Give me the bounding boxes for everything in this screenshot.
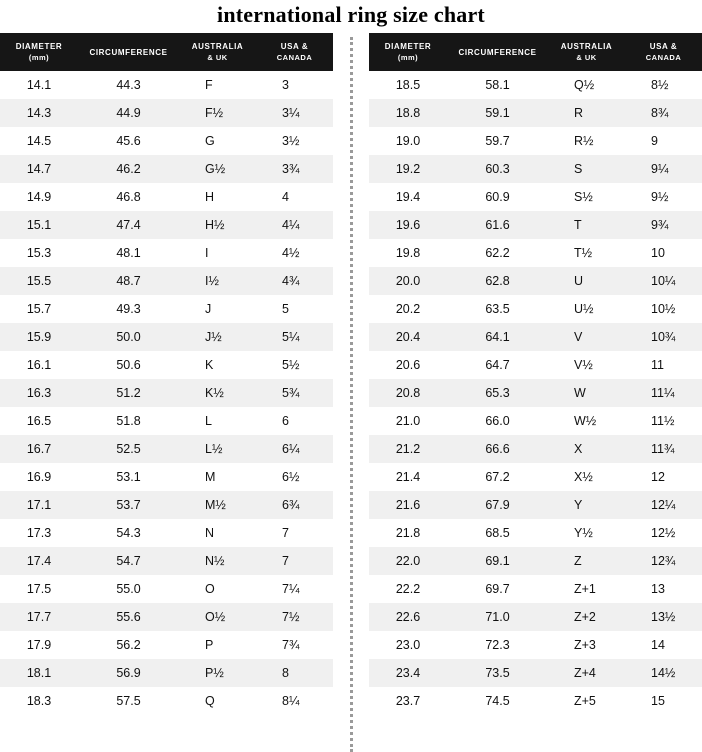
table-row bbox=[369, 575, 702, 603]
cell-diameter: 15.9 bbox=[0, 323, 78, 351]
table-row bbox=[0, 127, 333, 155]
cell-circumference: 66.6 bbox=[447, 435, 548, 463]
cell-australia-uk: R½ bbox=[548, 127, 625, 155]
cell-circumference: 62.2 bbox=[447, 239, 548, 267]
cell-usa-canada: 9 bbox=[625, 127, 702, 155]
cell-circumference: 51.2 bbox=[78, 379, 179, 407]
cell-usa-canada: 6 bbox=[256, 407, 333, 435]
table-row bbox=[0, 183, 333, 211]
cell-circumference: 54.7 bbox=[78, 547, 179, 575]
cell-australia-uk: K bbox=[179, 351, 256, 379]
cell-diameter: 22.2 bbox=[369, 575, 447, 603]
table-row bbox=[0, 519, 333, 547]
table-row bbox=[0, 407, 333, 435]
cell-australia-uk: Y bbox=[548, 491, 625, 519]
table-row bbox=[0, 155, 333, 183]
cell-circumference: 60.9 bbox=[447, 183, 548, 211]
cell-usa-canada: 8¼ bbox=[256, 687, 333, 715]
cell-circumference: 46.2 bbox=[78, 155, 179, 183]
cell-diameter: 16.3 bbox=[0, 379, 78, 407]
cell-circumference: 64.1 bbox=[447, 323, 548, 351]
cell-circumference: 58.1 bbox=[447, 71, 548, 99]
cell-circumference: 50.6 bbox=[78, 351, 179, 379]
cell-circumference: 55.6 bbox=[78, 603, 179, 631]
cell-usa-canada: 3 bbox=[256, 71, 333, 99]
cell-diameter: 20.8 bbox=[369, 379, 447, 407]
cell-australia-uk: G bbox=[179, 127, 256, 155]
cell-diameter: 23.0 bbox=[369, 631, 447, 659]
cell-usa-canada: 14 bbox=[625, 631, 702, 659]
cell-diameter: 18.8 bbox=[369, 99, 447, 127]
header-circumference bbox=[447, 33, 548, 71]
table-row bbox=[369, 155, 702, 183]
header-australia-uk bbox=[179, 33, 256, 71]
cell-diameter: 18.1 bbox=[0, 659, 78, 687]
table-row bbox=[0, 631, 333, 659]
cell-usa-canada: 3½ bbox=[256, 127, 333, 155]
table-row bbox=[0, 99, 333, 127]
cell-australia-uk: P½ bbox=[179, 659, 256, 687]
cell-australia-uk: U½ bbox=[548, 295, 625, 323]
cell-circumference: 52.5 bbox=[78, 435, 179, 463]
cell-diameter: 23.4 bbox=[369, 659, 447, 687]
cell-usa-canada: 10¼ bbox=[625, 267, 702, 295]
cell-australia-uk: O bbox=[179, 575, 256, 603]
cell-circumference: 63.5 bbox=[447, 295, 548, 323]
cell-australia-uk: Y½ bbox=[548, 519, 625, 547]
header-circumference bbox=[78, 33, 179, 71]
table-row bbox=[369, 631, 702, 659]
cell-circumference: 62.8 bbox=[447, 267, 548, 295]
cell-australia-uk: Q½ bbox=[548, 71, 625, 99]
cell-usa-canada: 11¾ bbox=[625, 435, 702, 463]
table-row bbox=[369, 463, 702, 491]
cell-circumference: 44.3 bbox=[78, 71, 179, 99]
header-usa-line2: CANADA bbox=[276, 53, 313, 62]
table-row bbox=[0, 463, 333, 491]
cell-circumference: 51.8 bbox=[78, 407, 179, 435]
table-row bbox=[0, 295, 333, 323]
cell-australia-uk: W bbox=[548, 379, 625, 407]
right-table-body bbox=[369, 71, 702, 715]
table-row bbox=[369, 659, 702, 687]
cell-usa-canada: 7 bbox=[256, 547, 333, 575]
cell-circumference: 48.7 bbox=[78, 267, 179, 295]
right-table-head bbox=[369, 33, 702, 71]
table-row bbox=[0, 323, 333, 351]
column-divider bbox=[333, 33, 369, 752]
table-row bbox=[369, 239, 702, 267]
table-row bbox=[369, 435, 702, 463]
cell-australia-uk: J½ bbox=[179, 323, 256, 351]
header-usa-canada bbox=[625, 33, 702, 71]
table-row bbox=[369, 183, 702, 211]
header-australia-line2: & UK bbox=[576, 53, 597, 62]
table-row bbox=[369, 407, 702, 435]
cell-diameter: 18.5 bbox=[369, 71, 447, 99]
header-circumference-line1: CIRCUMFERENCE bbox=[458, 47, 537, 57]
header-diameter bbox=[369, 33, 447, 71]
header-usa-line2: CANADA bbox=[645, 53, 682, 62]
cell-circumference: 44.9 bbox=[78, 99, 179, 127]
cell-usa-canada: 4¼ bbox=[256, 211, 333, 239]
cell-diameter: 19.0 bbox=[369, 127, 447, 155]
cell-diameter: 16.9 bbox=[0, 463, 78, 491]
cell-diameter: 15.5 bbox=[0, 267, 78, 295]
cell-diameter: 14.5 bbox=[0, 127, 78, 155]
cell-usa-canada: 13½ bbox=[625, 603, 702, 631]
right-size-table bbox=[369, 33, 702, 715]
cell-usa-canada: 4 bbox=[256, 183, 333, 211]
header-usa-canada bbox=[256, 33, 333, 71]
table-row bbox=[369, 323, 702, 351]
cell-circumference: 59.7 bbox=[447, 127, 548, 155]
cell-diameter: 22.0 bbox=[369, 547, 447, 575]
cell-usa-canada: 6¾ bbox=[256, 491, 333, 519]
cell-australia-uk: T½ bbox=[548, 239, 625, 267]
cell-diameter: 22.6 bbox=[369, 603, 447, 631]
table-row bbox=[0, 435, 333, 463]
cell-circumference: 73.5 bbox=[447, 659, 548, 687]
cell-circumference: 48.1 bbox=[78, 239, 179, 267]
header-diameter-line2: (mm) bbox=[397, 53, 419, 62]
cell-diameter: 19.2 bbox=[369, 155, 447, 183]
cell-usa-canada: 8¾ bbox=[625, 99, 702, 127]
left-table-wrap bbox=[0, 33, 333, 715]
cell-australia-uk: L½ bbox=[179, 435, 256, 463]
cell-diameter: 21.8 bbox=[369, 519, 447, 547]
cell-australia-uk: M bbox=[179, 463, 256, 491]
cell-circumference: 59.1 bbox=[447, 99, 548, 127]
cell-usa-canada: 12¼ bbox=[625, 491, 702, 519]
table-row bbox=[369, 491, 702, 519]
cell-usa-canada: 7 bbox=[256, 519, 333, 547]
cell-australia-uk: T bbox=[548, 211, 625, 239]
table-row bbox=[0, 71, 333, 99]
cell-diameter: 14.7 bbox=[0, 155, 78, 183]
table-row bbox=[369, 99, 702, 127]
cell-usa-canada: 15 bbox=[625, 687, 702, 715]
cell-diameter: 15.1 bbox=[0, 211, 78, 239]
table-row bbox=[0, 491, 333, 519]
cell-diameter: 17.3 bbox=[0, 519, 78, 547]
cell-usa-canada: 8½ bbox=[625, 71, 702, 99]
cell-usa-canada: 12½ bbox=[625, 519, 702, 547]
left-header-row bbox=[0, 33, 333, 71]
cell-usa-canada: 13 bbox=[625, 575, 702, 603]
cell-australia-uk: Z+1 bbox=[548, 575, 625, 603]
cell-usa-canada: 7¼ bbox=[256, 575, 333, 603]
table-row bbox=[369, 71, 702, 99]
header-usa-line1: USA & bbox=[280, 42, 309, 51]
cell-circumference: 53.7 bbox=[78, 491, 179, 519]
cell-australia-uk: X bbox=[548, 435, 625, 463]
cell-usa-canada: 5¼ bbox=[256, 323, 333, 351]
cell-circumference: 67.2 bbox=[447, 463, 548, 491]
cell-australia-uk: Q bbox=[179, 687, 256, 715]
table-row bbox=[0, 575, 333, 603]
cell-diameter: 17.5 bbox=[0, 575, 78, 603]
table-row bbox=[369, 379, 702, 407]
cell-circumference: 71.0 bbox=[447, 603, 548, 631]
header-circumference-line1: CIRCUMFERENCE bbox=[89, 47, 168, 57]
cell-australia-uk: J bbox=[179, 295, 256, 323]
cell-australia-uk: W½ bbox=[548, 407, 625, 435]
table-row bbox=[0, 351, 333, 379]
cell-diameter: 20.6 bbox=[369, 351, 447, 379]
cell-circumference: 65.3 bbox=[447, 379, 548, 407]
header-australia-uk bbox=[548, 33, 625, 71]
table-row bbox=[0, 659, 333, 687]
left-table-head bbox=[0, 33, 333, 71]
cell-australia-uk: F bbox=[179, 71, 256, 99]
cell-australia-uk: I½ bbox=[179, 267, 256, 295]
cell-usa-canada: 4½ bbox=[256, 239, 333, 267]
cell-usa-canada: 9¾ bbox=[625, 211, 702, 239]
table-row bbox=[0, 547, 333, 575]
cell-diameter: 15.3 bbox=[0, 239, 78, 267]
cell-circumference: 66.0 bbox=[447, 407, 548, 435]
header-australia-line1: AUSTRALIA bbox=[560, 42, 613, 51]
cell-australia-uk: F½ bbox=[179, 99, 256, 127]
cell-usa-canada: 6½ bbox=[256, 463, 333, 491]
header-diameter-line2: (mm) bbox=[28, 53, 50, 62]
cell-circumference: 74.5 bbox=[447, 687, 548, 715]
cell-usa-canada: 12 bbox=[625, 463, 702, 491]
table-row bbox=[0, 379, 333, 407]
divider-dotted-line bbox=[350, 37, 353, 752]
cell-usa-canada: 9½ bbox=[625, 183, 702, 211]
cell-diameter: 15.7 bbox=[0, 295, 78, 323]
table-row bbox=[369, 519, 702, 547]
cell-circumference: 54.3 bbox=[78, 519, 179, 547]
cell-circumference: 72.3 bbox=[447, 631, 548, 659]
cell-diameter: 20.0 bbox=[369, 267, 447, 295]
right-table-wrap bbox=[369, 33, 702, 715]
table-row bbox=[369, 687, 702, 715]
cell-australia-uk: O½ bbox=[179, 603, 256, 631]
cell-circumference: 64.7 bbox=[447, 351, 548, 379]
left-size-table bbox=[0, 33, 333, 715]
cell-australia-uk: P bbox=[179, 631, 256, 659]
table-row bbox=[369, 547, 702, 575]
cell-diameter: 18.3 bbox=[0, 687, 78, 715]
cell-usa-canada: 10 bbox=[625, 239, 702, 267]
cell-australia-uk: Z+2 bbox=[548, 603, 625, 631]
cell-australia-uk: Z+4 bbox=[548, 659, 625, 687]
cell-circumference: 46.8 bbox=[78, 183, 179, 211]
table-row bbox=[369, 351, 702, 379]
cell-circumference: 67.9 bbox=[447, 491, 548, 519]
cell-usa-canada: 9¼ bbox=[625, 155, 702, 183]
cell-australia-uk: H bbox=[179, 183, 256, 211]
cell-circumference: 53.1 bbox=[78, 463, 179, 491]
cell-diameter: 20.4 bbox=[369, 323, 447, 351]
cell-diameter: 21.2 bbox=[369, 435, 447, 463]
cell-diameter: 19.8 bbox=[369, 239, 447, 267]
cell-circumference: 55.0 bbox=[78, 575, 179, 603]
header-diameter-line1: DIAMETER bbox=[15, 42, 63, 51]
table-row bbox=[369, 211, 702, 239]
cell-australia-uk: H½ bbox=[179, 211, 256, 239]
cell-australia-uk: N bbox=[179, 519, 256, 547]
right-header-row bbox=[369, 33, 702, 71]
cell-australia-uk: V bbox=[548, 323, 625, 351]
header-diameter bbox=[0, 33, 78, 71]
cell-diameter: 20.2 bbox=[369, 295, 447, 323]
table-row bbox=[369, 127, 702, 155]
cell-usa-canada: 8 bbox=[256, 659, 333, 687]
cell-circumference: 50.0 bbox=[78, 323, 179, 351]
header-usa-line1: USA & bbox=[649, 42, 678, 51]
cell-australia-uk: Z+5 bbox=[548, 687, 625, 715]
cell-australia-uk: V½ bbox=[548, 351, 625, 379]
cell-australia-uk: N½ bbox=[179, 547, 256, 575]
table-row bbox=[369, 267, 702, 295]
cell-circumference: 61.6 bbox=[447, 211, 548, 239]
cell-australia-uk: S½ bbox=[548, 183, 625, 211]
cell-usa-canada: 10½ bbox=[625, 295, 702, 323]
cell-circumference: 56.9 bbox=[78, 659, 179, 687]
cell-usa-canada: 7¾ bbox=[256, 631, 333, 659]
cell-usa-canada: 7½ bbox=[256, 603, 333, 631]
cell-circumference: 60.3 bbox=[447, 155, 548, 183]
cell-usa-canada: 12¾ bbox=[625, 547, 702, 575]
cell-australia-uk: K½ bbox=[179, 379, 256, 407]
cell-australia-uk: U bbox=[548, 267, 625, 295]
cell-circumference: 69.7 bbox=[447, 575, 548, 603]
table-row bbox=[0, 687, 333, 715]
cell-usa-canada: 11½ bbox=[625, 407, 702, 435]
table-row bbox=[0, 603, 333, 631]
cell-australia-uk: Z+3 bbox=[548, 631, 625, 659]
cell-diameter: 14.1 bbox=[0, 71, 78, 99]
header-diameter-line1: DIAMETER bbox=[384, 42, 432, 51]
cell-diameter: 17.1 bbox=[0, 491, 78, 519]
cell-australia-uk: I bbox=[179, 239, 256, 267]
chart-tables bbox=[0, 33, 702, 752]
cell-australia-uk: S bbox=[548, 155, 625, 183]
cell-diameter: 16.1 bbox=[0, 351, 78, 379]
cell-circumference: 56.2 bbox=[78, 631, 179, 659]
cell-circumference: 49.3 bbox=[78, 295, 179, 323]
cell-usa-canada: 5¾ bbox=[256, 379, 333, 407]
cell-usa-canada: 5½ bbox=[256, 351, 333, 379]
cell-australia-uk: G½ bbox=[179, 155, 256, 183]
cell-australia-uk: R bbox=[548, 99, 625, 127]
header-australia-line1: AUSTRALIA bbox=[191, 42, 244, 51]
cell-diameter: 14.3 bbox=[0, 99, 78, 127]
cell-usa-canada: 10¾ bbox=[625, 323, 702, 351]
cell-usa-canada: 14½ bbox=[625, 659, 702, 687]
cell-circumference: 47.4 bbox=[78, 211, 179, 239]
cell-usa-canada: 11¼ bbox=[625, 379, 702, 407]
table-row bbox=[0, 211, 333, 239]
cell-diameter: 17.9 bbox=[0, 631, 78, 659]
cell-circumference: 69.1 bbox=[447, 547, 548, 575]
cell-circumference: 68.5 bbox=[447, 519, 548, 547]
cell-usa-canada: 6¼ bbox=[256, 435, 333, 463]
table-row bbox=[369, 295, 702, 323]
left-table-body bbox=[0, 71, 333, 715]
cell-australia-uk: M½ bbox=[179, 491, 256, 519]
table-row bbox=[0, 267, 333, 295]
cell-usa-canada: 11 bbox=[625, 351, 702, 379]
cell-circumference: 57.5 bbox=[78, 687, 179, 715]
cell-usa-canada: 5 bbox=[256, 295, 333, 323]
cell-diameter: 17.4 bbox=[0, 547, 78, 575]
table-row bbox=[369, 603, 702, 631]
cell-usa-canada: 4¾ bbox=[256, 267, 333, 295]
page-title: international ring size chart bbox=[217, 2, 485, 27]
cell-usa-canada: 3¼ bbox=[256, 99, 333, 127]
cell-australia-uk: L bbox=[179, 407, 256, 435]
cell-diameter: 17.7 bbox=[0, 603, 78, 631]
table-row bbox=[0, 239, 333, 267]
cell-diameter: 21.4 bbox=[369, 463, 447, 491]
cell-diameter: 14.9 bbox=[0, 183, 78, 211]
cell-diameter: 23.7 bbox=[369, 687, 447, 715]
cell-diameter: 19.4 bbox=[369, 183, 447, 211]
cell-diameter: 16.5 bbox=[0, 407, 78, 435]
cell-australia-uk: X½ bbox=[548, 463, 625, 491]
cell-circumference: 45.6 bbox=[78, 127, 179, 155]
cell-diameter: 19.6 bbox=[369, 211, 447, 239]
header-australia-line2: & UK bbox=[207, 53, 228, 62]
cell-diameter: 21.6 bbox=[369, 491, 447, 519]
cell-diameter: 21.0 bbox=[369, 407, 447, 435]
cell-diameter: 16.7 bbox=[0, 435, 78, 463]
cell-usa-canada: 3¾ bbox=[256, 155, 333, 183]
cell-australia-uk: Z bbox=[548, 547, 625, 575]
